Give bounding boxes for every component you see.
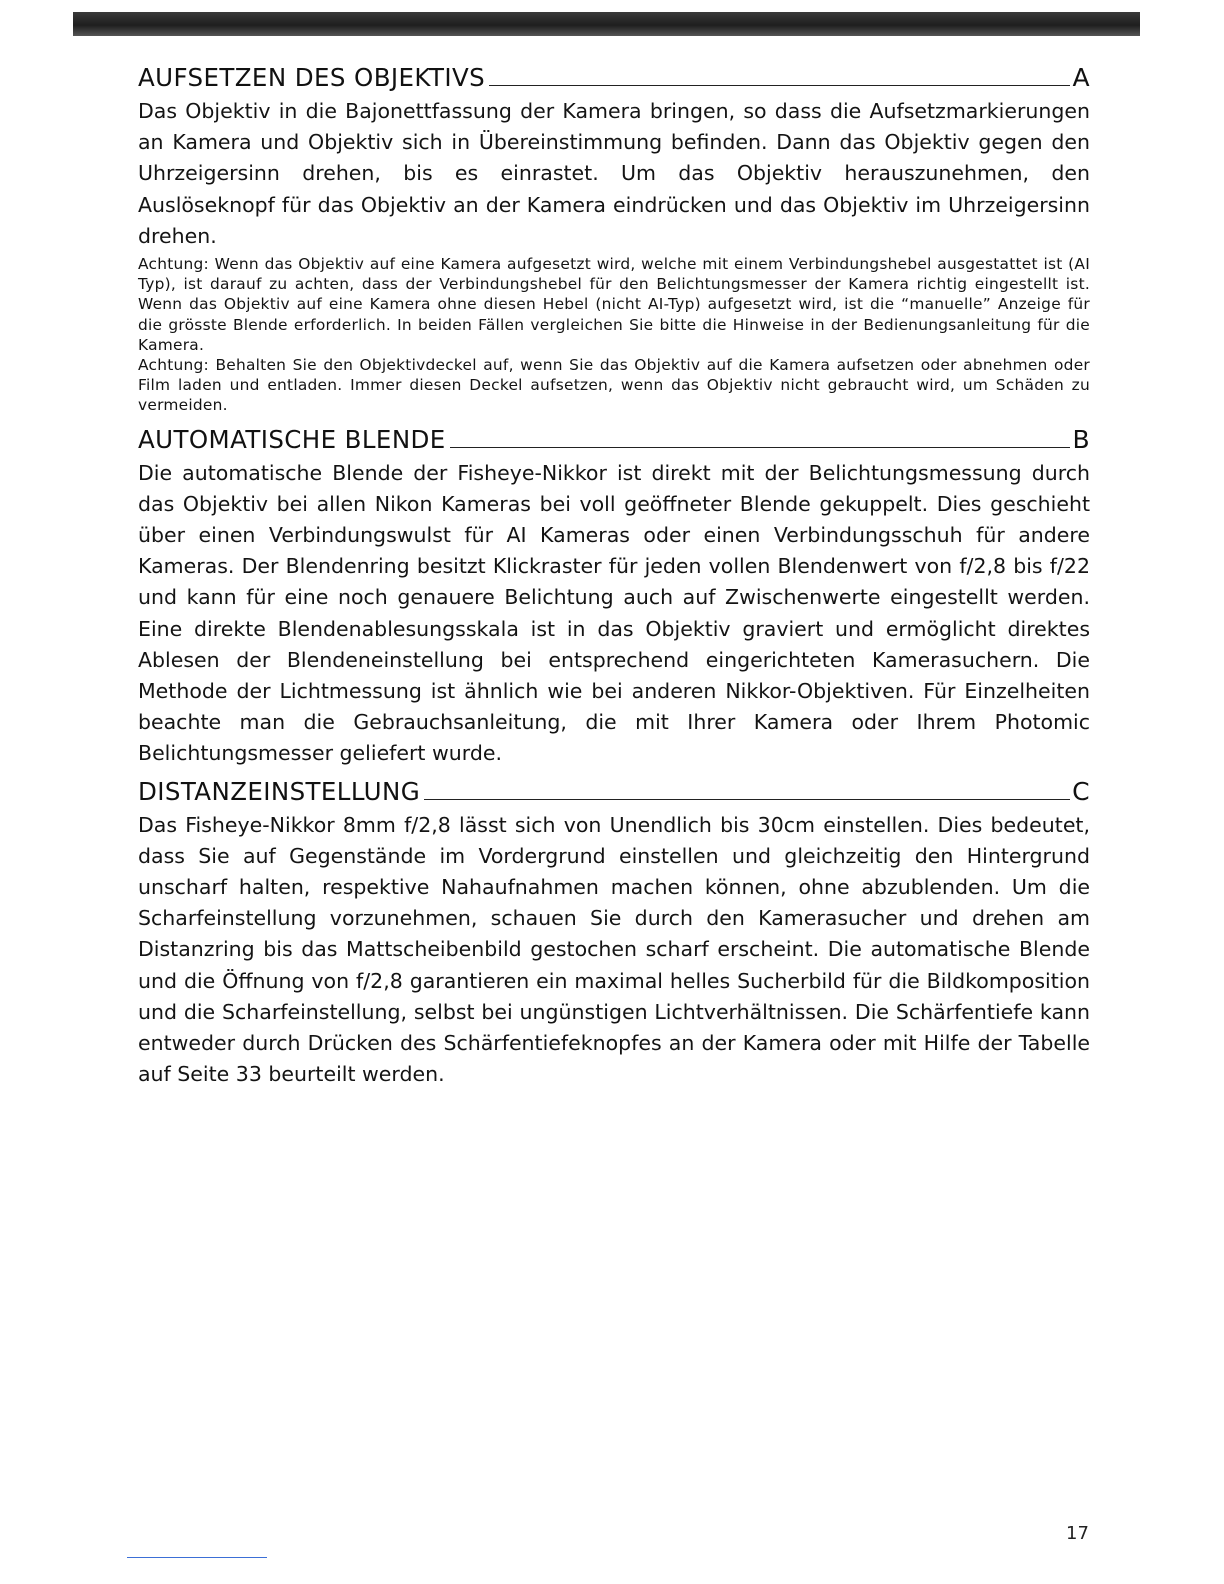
- section-heading: [138, 60, 1090, 96]
- heading-letter: B: [1072, 424, 1090, 454]
- heading-title: AUFSETZEN DES OBJEKTIVS: [138, 63, 486, 92]
- heading-rule: [489, 85, 1070, 86]
- note-paragraph: [138, 254, 1090, 355]
- note-text: Wenn das Objektiv auf eine Kamera aufgesetzt wird, welche mit einem Verbindungshebel ausgestattet ist (AI Typ), ist darauf zu achten, dass der Verbindungshebel für den Belichtungsmesser der Kamera richtig eingestellt ist. Wenn das Objektiv auf eine Kamera ohne diesen Hebel (nicht AI-Typ) aufgesetzt wird, ist die “manuelle” Anzeige für die grösste Blende erforderlich. In beiden Fällen vergleichen Sie bitte die Hinweise in der Bedienungsanleitung für die Kamera.: [138, 255, 1090, 354]
- note-label: Achtung:: [138, 356, 209, 375]
- heading-letter: A: [1072, 63, 1090, 92]
- section-focusing: [138, 774, 1090, 1091]
- heading-title: AUTOMATISCHE BLENDE: [138, 424, 446, 454]
- section-body: Das Fisheye-Nikkor 8mm f/2,8 lässt sich von Unendlich bis 30cm einstellen. Dies bedeutet, dass Sie auf Gegenstände im Vordergrund einstellen und gleichzeitig den Hintergrund unscharf halten, respektive Nahaufnahmen machen können, ohne abzublenden. Um die Scharfeinstellung vorzunehmen, schauen Sie durch den Kamerasucher und drehen am Distanzring bis das Mattscheibenbild gestochen scharf erscheint. Die automatische Blende und die Öffnung von f/2,8 garantieren ein maximal helles Sucherbild für die Bildkomposition und die Scharfeinstellung, selbst bei ungünstigen Lichtverhältnissen. Die Schärfentiefe kann entweder durch Drücken des Schärfentiefeknopfes an der Kamera oder mit Hilfe der Tabelle auf Seite 33 beurteilt werden.: [138, 812, 1090, 1087]
- top-printed-band: [73, 12, 1140, 36]
- note-text: Behalten Sie den Objektivdeckel auf, wenn Sie das Objektiv auf die Kamera aufsetzen oder abnehmen oder Film laden und entladen. Immer diesen Deckel aufsetzen, wenn das Objektiv nicht gebraucht wird, um Schäden zu vermeiden.: [138, 356, 1090, 415]
- section-body: Die automatische Blende der Fisheye-Nikkor ist direkt mit der Belichtungsmessung durch das Objektiv bei allen Nikon Kameras bei voll geöffneter Blende gekuppelt. Dies geschieht über einen Verbindungswulst für AI Kameras oder einen Verbindungsschuh für andere Kameras. Der Blendenring besitzt Klickraster für jeden vollen Blendenwert von f/2,8 bis f/22 und kann für eine noch genauere Belichtung auch auf Zwischenwerte eingestellt werden. Eine direkte Blendenablesungsskala ist in das Objektiv graviert und ermöglicht direktes Ablesen der Blendeneinstellung bei entsprechend eingerichteten Kamerasuchern. Die Methode der Lichtmessung ist ähnlich wie bei anderen Nikkor-Objektiven. Für Einzelheiten beachte man die Gebrauchsanleitung, die mit Ihrer Kamera oder Ihrem Photomic Belichtungsmesser geliefert wurde.: [138, 460, 1090, 766]
- page-number: 17: [1066, 1523, 1089, 1544]
- note-paragraph: [138, 355, 1090, 416]
- bottom-link-underline: [127, 1557, 267, 1558]
- page-content: [138, 60, 1090, 1091]
- heading-rule: [424, 799, 1070, 800]
- note-label: Achtung:: [138, 255, 209, 274]
- section-heading: [138, 422, 1090, 458]
- heading-letter: C: [1072, 776, 1090, 806]
- section-automatic-aperture: [138, 422, 1090, 770]
- heading-rule: [450, 447, 1071, 448]
- section-heading: [138, 774, 1090, 810]
- section-body: Das Objektiv in die Bajonettfassung der Kamera bringen, so dass die Aufsetzmarkierungen an Kamera und Objektiv sich in Übereinstimmung befinden. Dann das Objektiv gegen den Uhrzeigersinn drehen, bis es einrastet. Um das Objektiv herauszunehmen, den Auslöseknopf für das Objektiv an der Kamera eindrücken und das Objektiv im Uhrzeigersinn drehen.: [138, 99, 1090, 248]
- notes-block: [138, 254, 1090, 416]
- section-mounting-lens: [138, 60, 1090, 416]
- heading-title: DISTANZEINSTELLUNG: [138, 776, 421, 806]
